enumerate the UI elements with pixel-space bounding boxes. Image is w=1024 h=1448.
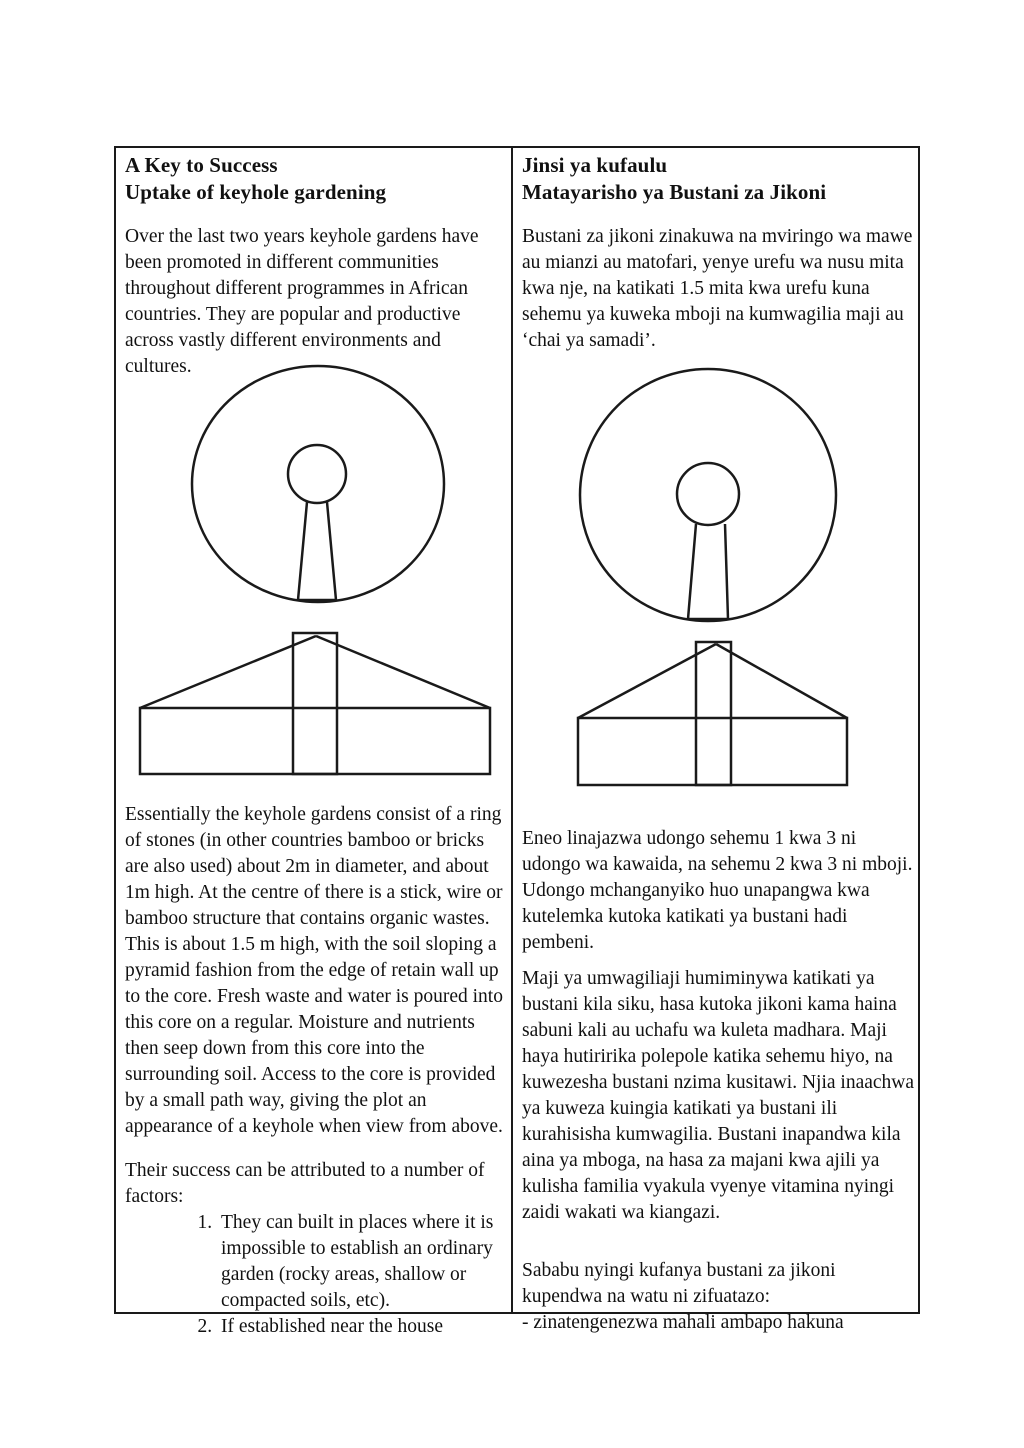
central-core-column xyxy=(293,633,337,774)
list-item: 1. They can built in places where it is impossible to establish an ordinary garden (rocky areas, shallow or compacted soils, etc). xyxy=(217,1210,508,1314)
swahili-reason-item: - zinatengenezwa mahali ambapo hakuna xyxy=(522,1312,844,1333)
keyhole-garden-side-view-diagram xyxy=(576,638,852,790)
swahili-reasons-intro: Sababu nyingi kufanya bustani za jikoni kupendwa na watu ni zifuatazo: xyxy=(522,1260,836,1307)
retaining-wall-rect xyxy=(140,708,490,774)
keyhole-garden-top-view-diagram xyxy=(176,360,461,608)
compost-core-circle xyxy=(288,445,346,503)
soil-slope-right xyxy=(716,644,847,718)
swahili-intro-paragraph: Bustani za jikoni zinakuwa na mviringo wa mawe au mianzi au matofari, yenye urefu wa nusu mita kwa nje, na katikati 1.5 mita kwa urefu kuna sehemu ya kuweka mboji na kumwagilia maji au ‘chai ya samadi’. xyxy=(522,226,913,351)
list-item: 2. If established near the house xyxy=(217,1314,508,1340)
english-heading xyxy=(125,152,508,206)
compost-core-circle xyxy=(677,463,739,525)
access-path-wedge xyxy=(298,502,336,600)
access-path-wedge xyxy=(688,524,728,619)
retaining-wall-rect xyxy=(578,718,847,785)
english-factors-list xyxy=(125,1210,508,1340)
swahili-reasons-paragraph xyxy=(522,1258,915,1336)
swahili-heading-line2: Matayarisho ya Bustani za Jikoni xyxy=(522,180,827,204)
keyhole-garden-top-view-diagram xyxy=(578,366,840,626)
swahili-water-paragraph: Maji ya umwagiliaji humiminywa katikati ya bustani kila siku, hasa kutoka jikoni kama haina sabuni kali au uchafu wa kuleta madhara. Maji haya hutiririka polepole katika sehemu hiyo, na kuwezesha bustani nzima kusitawi. Njia inaachwa ya kuweza kuingia katikati ya bustani ili kurahisisha kumwagilia. Bustani inapandwa kila aina ya mboga, na hasa za majani kwa ajili ya kulisha familia vyakula vyenye vitamina nyingi zaidi wakati wa kiangazi. xyxy=(522,968,915,1223)
english-intro-paragraph: Over the last two years keyhole gardens have been promoted in different communities throughout different programmes in African countries. They are popular and productive across vastly different environments and cultures. xyxy=(125,226,479,377)
swahili-soil-paragraph: Eneo linajazwa udongo sehemu 1 kwa 3 ni udongo wa kawaida, na sehemu 2 kwa 3 ni mboji. Udongo mchanganyiko huo unapangwa kwa kutelemka kutoka katikati ya bustani hadi pembeni. xyxy=(522,828,913,953)
english-factors-intro: Their success can be attributed to a number of factors: xyxy=(125,1160,485,1207)
swahili-heading-line1: Jinsi ya kufaulu xyxy=(522,153,668,177)
english-heading-line1: A Key to Success xyxy=(125,153,278,177)
soil-slope-right xyxy=(316,636,490,708)
swahili-column xyxy=(513,148,918,1333)
swahili-heading xyxy=(522,152,915,206)
english-heading-line2: Uptake of keyhole gardening xyxy=(125,180,387,204)
central-core-column xyxy=(696,642,731,785)
english-body-paragraph: Essentially the keyhole gardens consist of a ring of stones (in other countries bamboo or bricks are also used) about 2m in diameter, and about 1m high. At the centre of there is a stick, wire or bamboo structure that contains organic wastes. This is about 1.5 m high, with the soil sloping a pyramid fashion from the edge of retain wall up to the core. Fresh waste and water is poured into this core on a regular. Moisture and nutrients then seep down from this core into the surrounding soil. Access to the core is provided by a small path way, giving the plot an appearance of a keyhole when view from above. xyxy=(125,804,503,1137)
english-column xyxy=(116,148,513,1337)
keyhole-garden-side-view-diagram xyxy=(138,630,494,780)
two-column-table xyxy=(114,146,920,1337)
soil-slope-left xyxy=(140,636,316,708)
